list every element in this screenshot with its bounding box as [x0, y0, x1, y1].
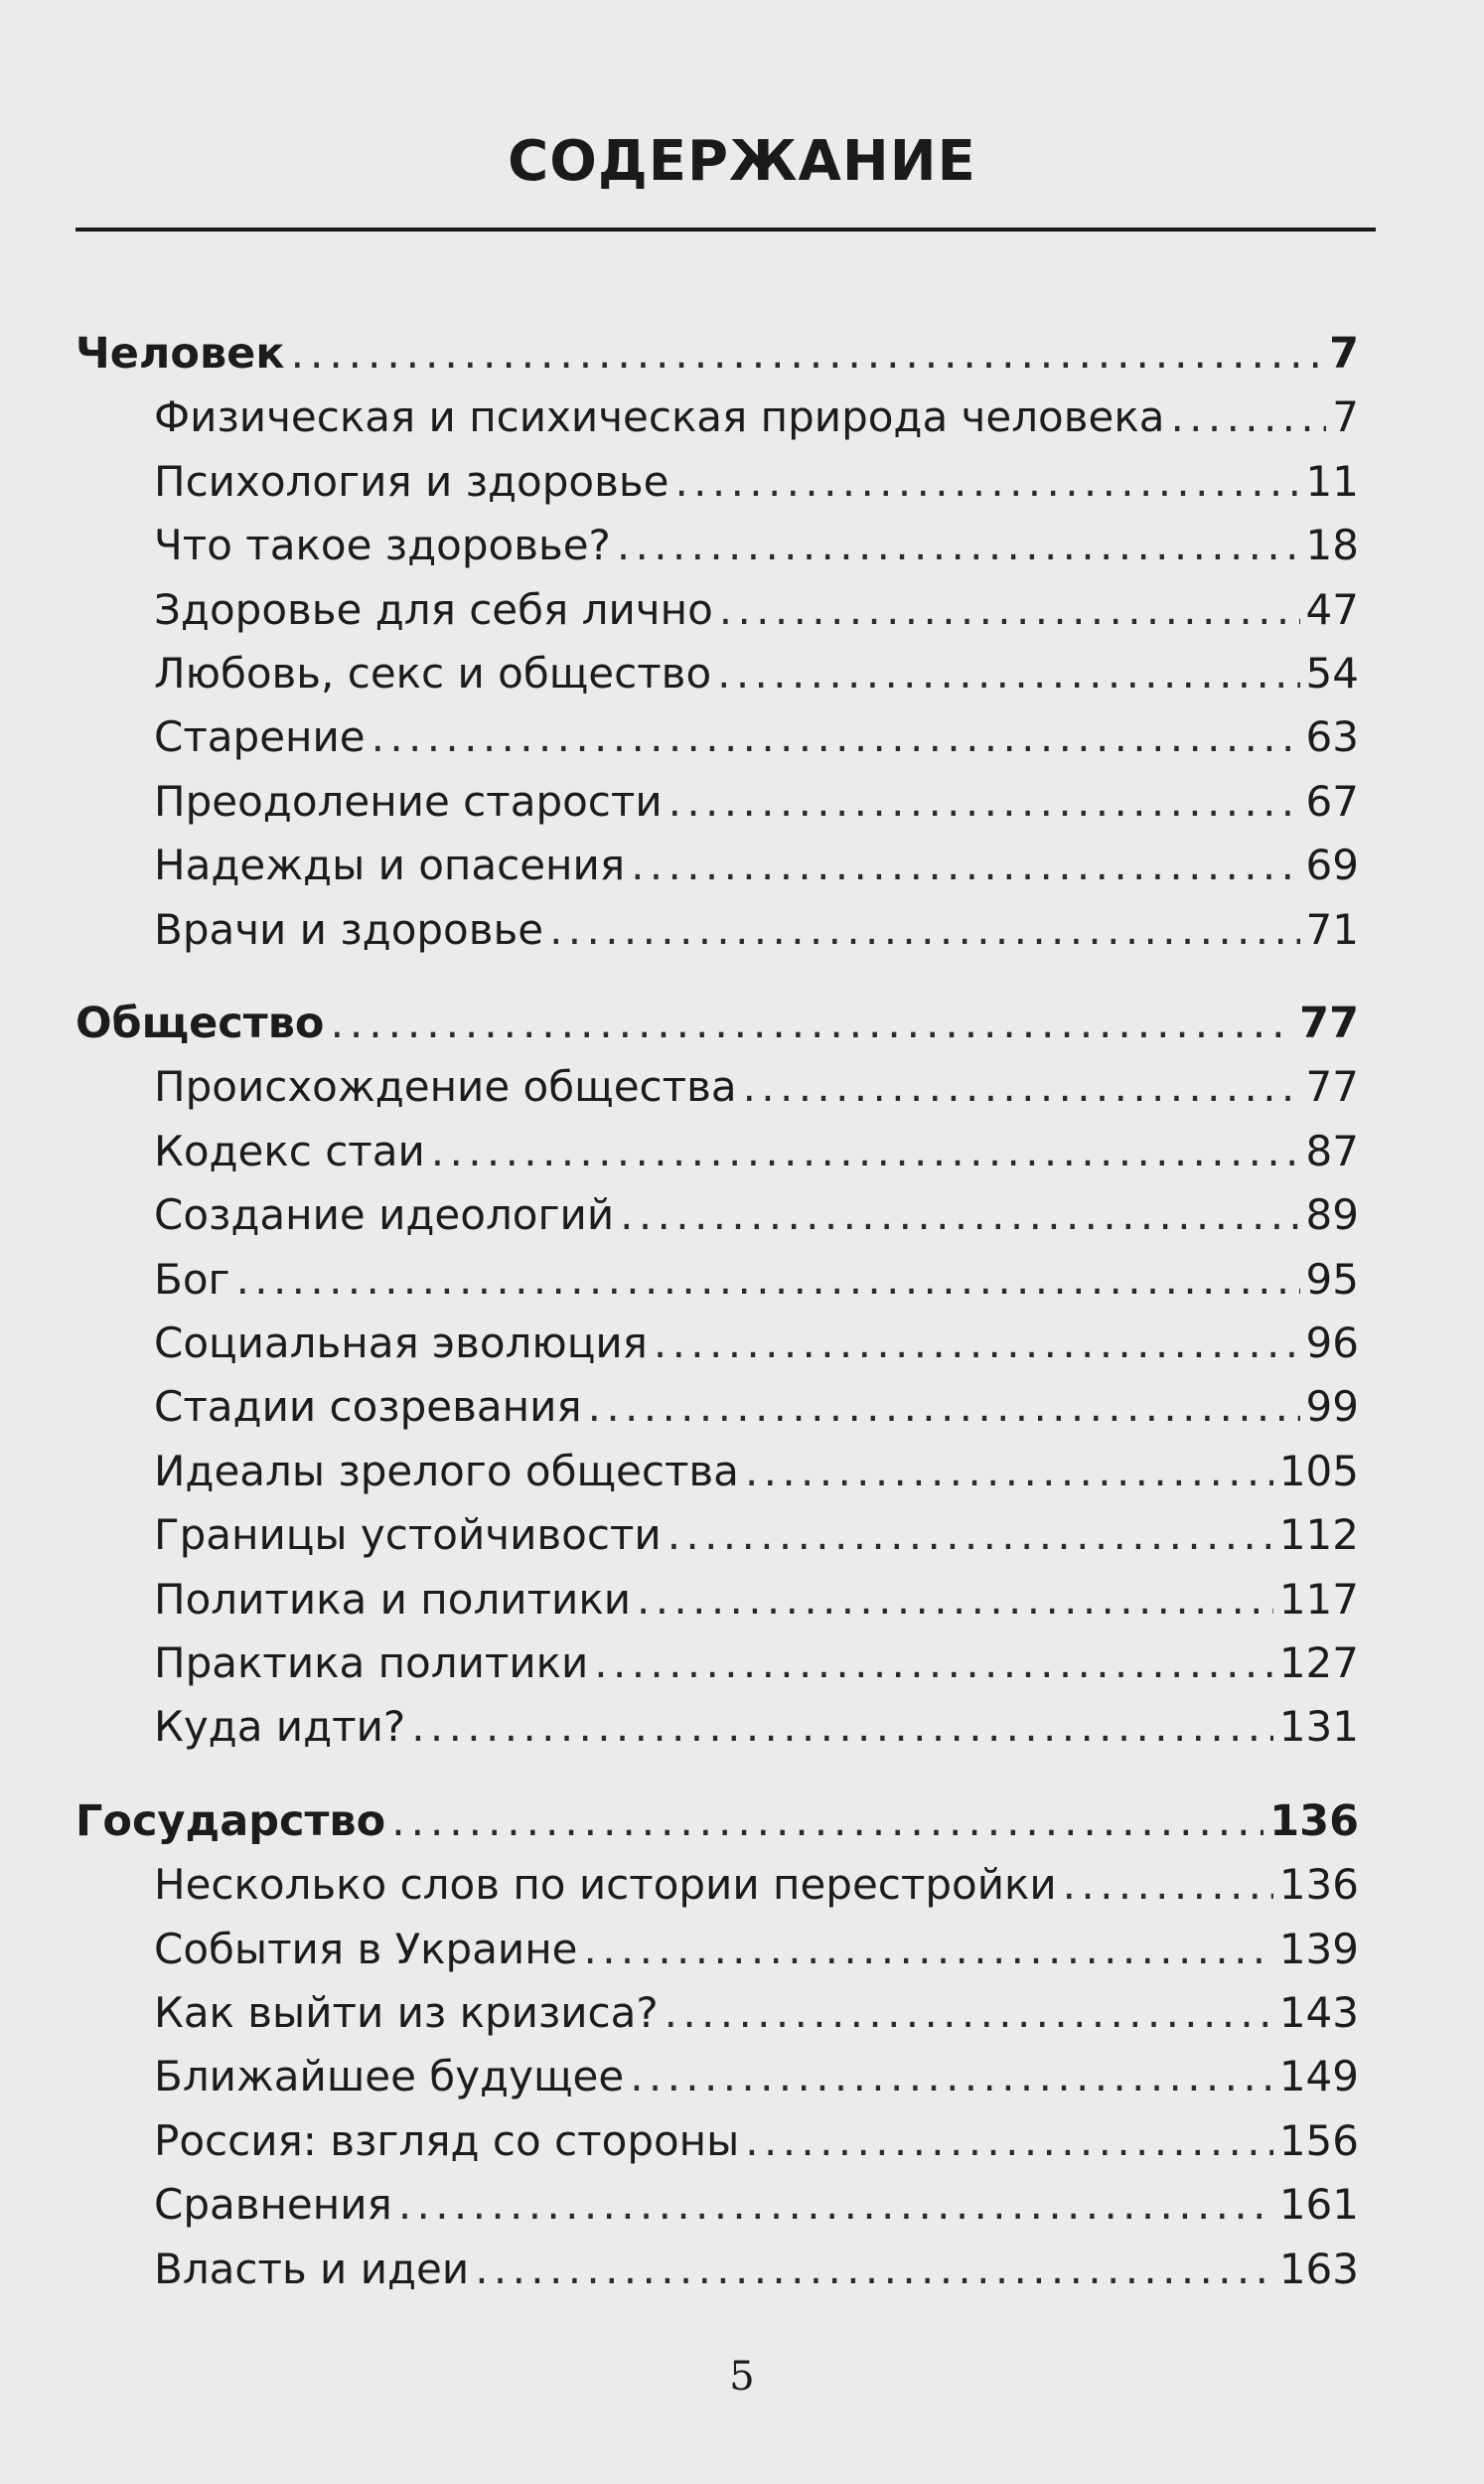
dot-leader [637, 1570, 1273, 1630]
toc-entry-label: Надежды и опасения [154, 841, 626, 889]
toc-entry-page-number: 18 [1305, 521, 1359, 569]
toc-entry [154, 2240, 1359, 2299]
toc-entry-page-number: 127 [1278, 1638, 1359, 1687]
toc-section-heading-label: Государство [75, 1796, 386, 1846]
dot-leader [1170, 388, 1326, 447]
dot-leader [668, 772, 1300, 832]
dot-leader [584, 1920, 1273, 1979]
toc-entry-label: Власть и идеи [154, 2245, 470, 2293]
toc-entry-label: Здоровье для себя лично [154, 585, 713, 634]
toc-entry-page-number: 71 [1305, 905, 1359, 954]
toc-entry-label: Врачи и здоровье [154, 905, 544, 954]
toc-entry [154, 1442, 1359, 1501]
dot-leader [654, 1314, 1300, 1373]
toc-entry [154, 1314, 1359, 1373]
toc-entry-page-number: 54 [1305, 649, 1359, 698]
toc-entry [154, 2175, 1359, 2235]
toc-entry-page-number: 47 [1305, 585, 1359, 634]
toc-entry-label: Границы устойчивости [154, 1510, 662, 1559]
dot-leader [617, 516, 1300, 575]
toc-entry-page-number: 117 [1278, 1575, 1359, 1624]
toc-entry-label: Как выйти из кризиса? [154, 1988, 659, 2037]
toc-entry-page-number: 87 [1305, 1127, 1359, 1175]
toc-entry [154, 900, 1359, 960]
toc-entry-page-number: 131 [1278, 1702, 1359, 1751]
dot-leader [719, 580, 1300, 640]
toc-entry-label: Кодекс стаи [154, 1127, 425, 1175]
toc-entry [154, 772, 1359, 832]
toc-entry-page-number: 7 [1332, 392, 1359, 441]
toc-entry-label: Сравнения [154, 2180, 392, 2229]
toc-entry-page-number: 112 [1278, 1510, 1359, 1559]
toc-entry [154, 707, 1359, 767]
dot-leader [371, 707, 1300, 767]
toc-entry [154, 1250, 1359, 1310]
dot-leader [743, 1057, 1300, 1117]
toc-entry-page-number: 95 [1305, 1255, 1359, 1304]
toc-entry-page-number: 77 [1305, 1062, 1359, 1111]
toc-entry-label: Психология и здоровье [154, 457, 669, 506]
toc-entry-label: Несколько слов по истории перестройки [154, 1860, 1057, 1909]
toc-entry-label: Что такое здоровье? [154, 521, 611, 569]
toc-entry [154, 1057, 1359, 1117]
dot-leader [620, 1185, 1299, 1245]
dot-leader [1063, 1855, 1273, 1915]
toc-section-heading-page-number: 136 [1269, 1796, 1359, 1846]
toc-entry-page-number: 96 [1305, 1319, 1359, 1367]
toc-entry-page-number: 99 [1305, 1382, 1359, 1431]
dot-leader [588, 1377, 1300, 1437]
dot-leader [631, 836, 1299, 895]
page-number: 5 [729, 2354, 755, 2400]
toc-section-heading-page-number: 7 [1329, 329, 1359, 379]
toc-entry-page-number: 149 [1278, 2052, 1359, 2100]
dot-leader [236, 1250, 1300, 1310]
toc-entry [154, 1570, 1359, 1630]
toc-entry [154, 1855, 1359, 1915]
page-title: СОДЕРЖАНИЕ [508, 129, 976, 194]
toc-entry-label: Преодоление старости [154, 777, 663, 826]
toc-entry-label: Ближайшее будущее [154, 2052, 625, 2100]
dot-leader [745, 2111, 1273, 2171]
toc-entry-label: События в Украине [154, 1925, 578, 1973]
toc-entry [154, 1983, 1359, 2043]
dot-leader [717, 644, 1299, 703]
dot-leader [391, 1791, 1263, 1851]
dot-leader [398, 2175, 1273, 2235]
toc-section-heading-page-number: 77 [1299, 999, 1359, 1048]
toc-entry [154, 452, 1359, 512]
toc-entry [154, 1505, 1359, 1565]
toc-entry-page-number: 136 [1278, 1860, 1359, 1909]
toc-entry-page-number: 163 [1278, 2245, 1359, 2293]
dot-leader [431, 1122, 1300, 1181]
toc-entry [154, 644, 1359, 703]
toc-entry-label: Происхождение общества [154, 1062, 737, 1111]
dot-leader [665, 1983, 1273, 2043]
toc-entry [154, 836, 1359, 895]
dot-leader [745, 1442, 1273, 1501]
toc-entry-label: Идеалы зрелого общества [154, 1447, 739, 1495]
toc-entry [154, 2047, 1359, 2106]
toc-entry-page-number: 11 [1305, 457, 1359, 506]
dot-leader [475, 2240, 1273, 2299]
dot-leader [674, 452, 1299, 512]
toc-entry-label: Социальная эволюция [154, 1319, 648, 1367]
dot-leader [630, 2047, 1273, 2106]
toc-entry-label: Старение [154, 712, 366, 761]
toc-entry [154, 2111, 1359, 2171]
toc-entry [154, 1920, 1359, 1979]
toc-entry-page-number: 143 [1278, 1988, 1359, 2037]
toc-entry-label: Россия: взгляд со стороны [154, 2116, 740, 2165]
dot-leader [330, 994, 1293, 1053]
toc-entry-page-number: 105 [1278, 1447, 1359, 1495]
toc-entry [154, 1185, 1359, 1245]
toc-entry [154, 516, 1359, 575]
toc-entry-label: Политика и политики [154, 1575, 632, 1624]
toc-entry-label: Стадии созревания [154, 1382, 582, 1431]
toc-entry-page-number: 156 [1278, 2116, 1359, 2165]
toc-entry [154, 1122, 1359, 1181]
toc-entry-label: Физическая и психическая природа человека [154, 392, 1165, 441]
toc-entry-page-number: 63 [1305, 712, 1359, 761]
toc-entry [154, 388, 1359, 447]
toc-entry-label: Практика политики [154, 1638, 589, 1687]
toc-entry-page-number: 67 [1305, 777, 1359, 826]
toc-entry-label: Бог [154, 1255, 230, 1304]
toc-section-heading-label: Общество [75, 999, 325, 1048]
toc-entry-label: Создание идеологий [154, 1190, 615, 1239]
toc-entry [154, 1633, 1359, 1693]
dot-leader [549, 900, 1299, 960]
dot-leader [411, 1697, 1273, 1757]
toc-entry-page-number: 89 [1305, 1190, 1359, 1239]
dot-leader [668, 1505, 1273, 1565]
dot-leader [594, 1633, 1273, 1693]
toc-entry-page-number: 161 [1278, 2180, 1359, 2229]
toc-section-heading [75, 1791, 1359, 1851]
toc-entry-label: Любовь, секс и общество [154, 649, 712, 698]
dot-leader [291, 324, 1324, 384]
toc-section-heading [75, 994, 1359, 1053]
toc-entry-label: Куда идти? [154, 1702, 406, 1751]
toc-entry-page-number: 139 [1278, 1925, 1359, 1973]
toc-entry [154, 580, 1359, 640]
toc-section-heading-label: Человек [75, 329, 285, 379]
toc-section-heading [75, 324, 1359, 384]
toc-entry-page-number: 69 [1305, 841, 1359, 889]
toc-entry [154, 1697, 1359, 1757]
toc-entry [154, 1377, 1359, 1437]
